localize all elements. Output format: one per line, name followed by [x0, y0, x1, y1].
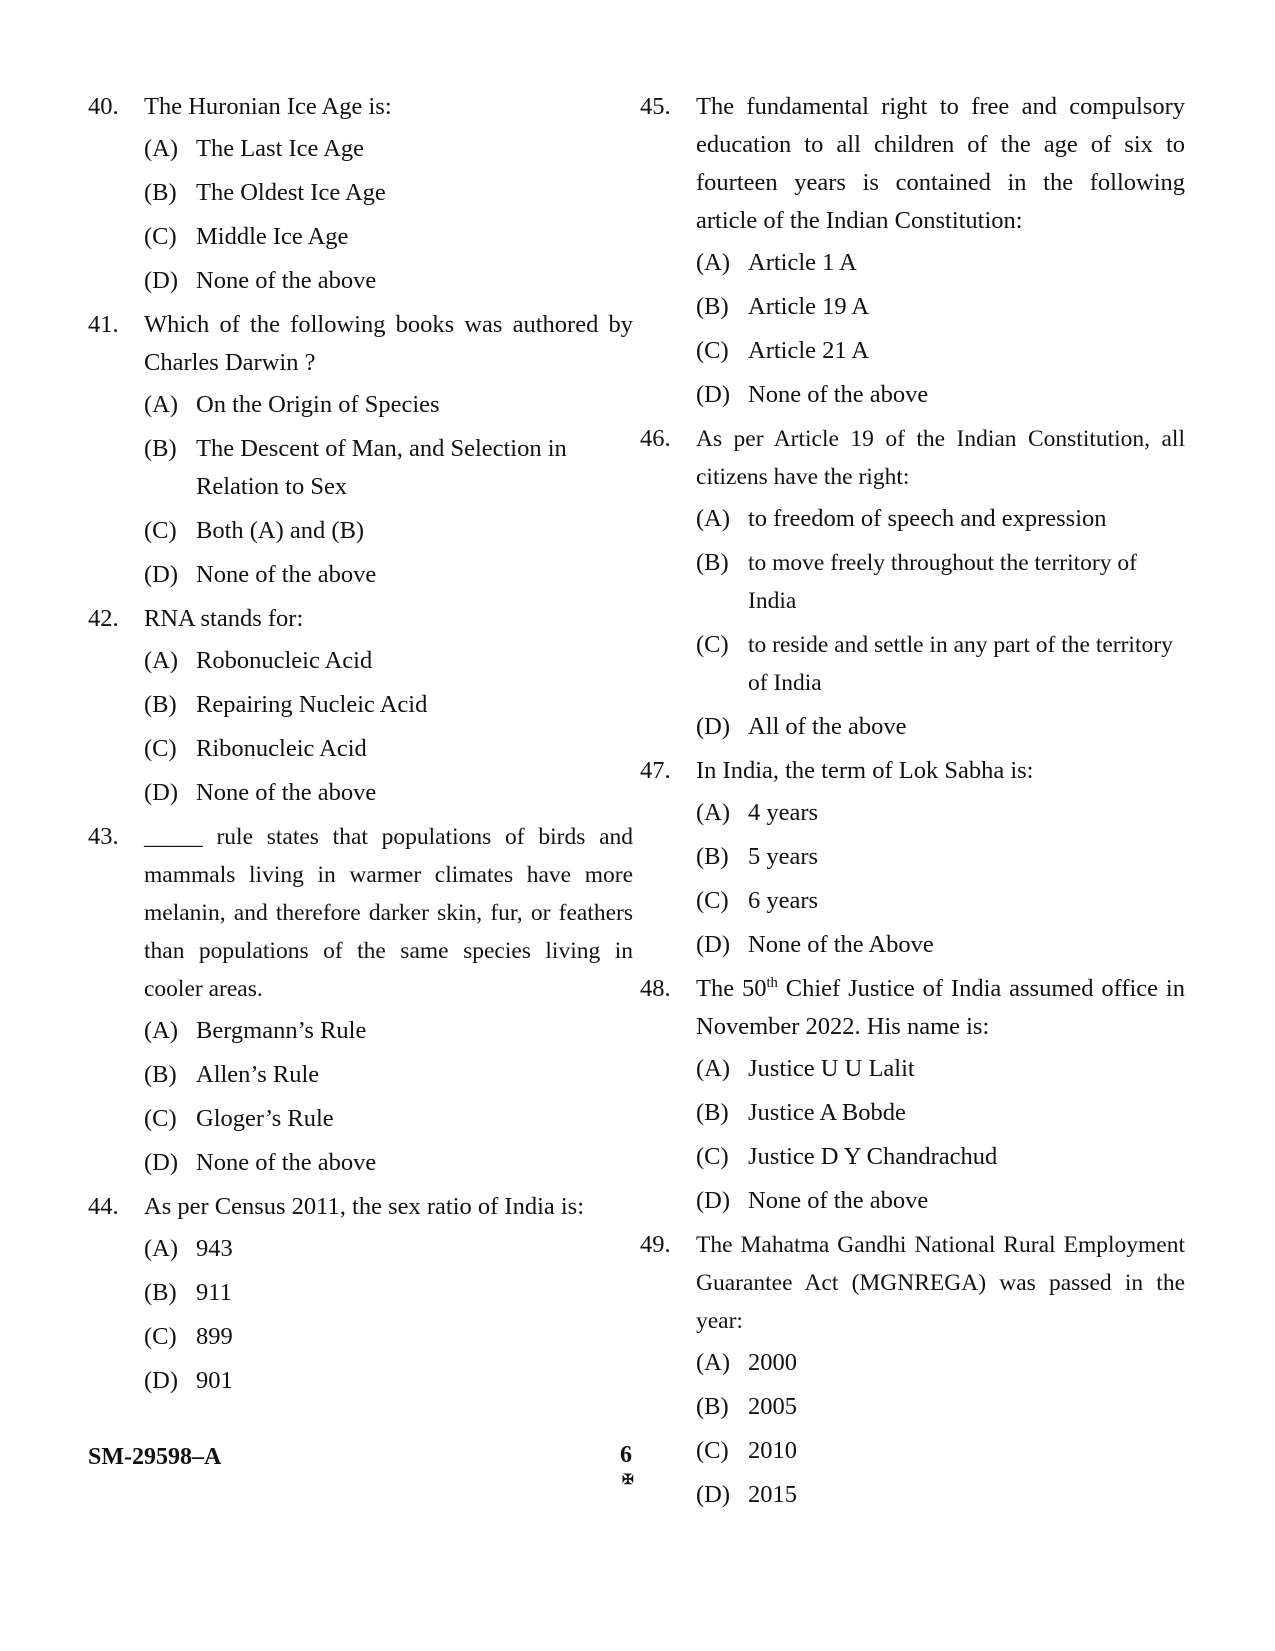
option-label: (A)	[144, 391, 179, 418]
question-text: The Mahatma Gandhi National Rural Employment Guarantee Act (MGNREGA) was passed in the year:	[696, 1232, 1185, 1334]
option-label: (A)	[144, 647, 179, 674]
option-text: 2010	[748, 1437, 797, 1464]
option-d	[144, 556, 633, 594]
option-label: (C)	[144, 1105, 177, 1132]
option-text: Allen’s Rule	[196, 1061, 320, 1088]
option-d	[144, 262, 633, 300]
option-text: None of the above	[748, 1187, 929, 1214]
option-d	[144, 1144, 633, 1182]
option-label: (B)	[696, 293, 729, 320]
option-c	[696, 1138, 1185, 1176]
option-label: (D)	[696, 1187, 731, 1214]
question-45	[640, 88, 1185, 414]
question-number: 47.	[640, 757, 671, 784]
option-text: Article 21 A	[748, 337, 870, 364]
option-label: (C)	[696, 1437, 729, 1464]
option-a	[144, 130, 633, 168]
question-text: As per Census 2011, the sex ratio of India is:	[144, 1193, 585, 1220]
question-text-before: The 50	[696, 975, 767, 1002]
question-number: 49.	[640, 1231, 671, 1258]
question-text-after: Chief Justice of India assumed office in November 2022. His name is:	[696, 975, 1185, 1040]
option-a	[144, 386, 633, 424]
option-b	[696, 1388, 1185, 1426]
option-text: 899	[196, 1323, 233, 1350]
option-b	[144, 1274, 633, 1312]
option-d	[144, 1362, 633, 1400]
option-a	[696, 500, 1185, 538]
question-47	[640, 752, 1185, 964]
option-label: (B)	[696, 843, 729, 870]
option-text: None of the Above	[748, 931, 934, 958]
option-text: Robonucleic Acid	[196, 647, 373, 674]
option-label: (A)	[696, 249, 731, 276]
question-text	[696, 970, 1185, 1046]
option-text: Justice U U Lalit	[748, 1055, 915, 1082]
option-text: Gloger’s Rule	[196, 1105, 334, 1132]
page-number: 6	[620, 1442, 632, 1468]
option-label: (D)	[144, 1149, 179, 1176]
maltese-cross-icon: ✠	[622, 1473, 634, 1488]
question-number: 41.	[88, 311, 119, 338]
option-text: Ribonucleic Acid	[196, 735, 367, 762]
option-label: (C)	[144, 735, 177, 762]
question-number: 44.	[88, 1193, 119, 1220]
option-label: (D)	[144, 1367, 179, 1394]
option-label: (D)	[144, 267, 179, 294]
option-text: All of the above	[748, 713, 907, 740]
option-d	[696, 376, 1185, 414]
option-a	[696, 794, 1185, 832]
option-text: None of the above	[196, 267, 377, 294]
option-d	[696, 1476, 1185, 1514]
option-label: (C)	[696, 337, 729, 364]
right-column	[640, 88, 1185, 1520]
question-number: 45.	[640, 93, 671, 120]
option-b	[144, 1056, 633, 1094]
question-text: The Huronian Ice Age is:	[144, 93, 392, 120]
option-label: (B)	[144, 1061, 177, 1088]
option-text: Article 19 A	[748, 293, 870, 320]
option-a	[696, 1050, 1185, 1088]
question-text: _____ rule states that populations of birds and mammals living in warmer climates have more melanin, and therefore darker skin, fur, or feathers than populations of the same species living in cooler areas.	[144, 824, 633, 1002]
option-b	[144, 174, 633, 212]
option-text: 2015	[748, 1481, 797, 1508]
option-label: (D)	[696, 713, 731, 740]
option-label: (A)	[144, 1235, 179, 1262]
option-label: (A)	[696, 799, 731, 826]
option-b	[696, 838, 1185, 876]
question-number: 48.	[640, 975, 671, 1002]
option-label: (C)	[696, 631, 729, 658]
question-number: 46.	[640, 425, 671, 452]
option-label: (B)	[144, 435, 177, 462]
option-label: (A)	[144, 1017, 179, 1044]
option-c	[144, 730, 633, 768]
option-label: (C)	[696, 1143, 729, 1170]
option-c	[696, 1432, 1185, 1470]
option-label: (D)	[696, 381, 731, 408]
question-42	[88, 600, 633, 812]
option-label: (B)	[144, 179, 177, 206]
option-label: (C)	[696, 887, 729, 914]
option-label: (B)	[144, 691, 177, 718]
option-text: Bergmann’s Rule	[196, 1017, 367, 1044]
option-a	[144, 642, 633, 680]
option-c	[696, 332, 1185, 370]
option-c	[696, 626, 1185, 702]
option-label: (B)	[696, 1393, 729, 1420]
option-text: 2000	[748, 1349, 797, 1376]
option-label: (B)	[696, 549, 729, 576]
option-d	[696, 708, 1185, 746]
option-label: (D)	[696, 1481, 731, 1508]
left-column	[88, 88, 633, 1406]
question-40	[88, 88, 633, 300]
option-a	[144, 1012, 633, 1050]
option-text: 2005	[748, 1393, 797, 1420]
option-text: The Oldest Ice Age	[196, 179, 386, 206]
option-text: Justice A Bobde	[748, 1099, 906, 1126]
question-49	[640, 1226, 1185, 1514]
question-46	[640, 420, 1185, 746]
option-text: Middle Ice Age	[196, 223, 349, 250]
option-text: Repairing Nucleic Acid	[196, 691, 428, 718]
question-43	[88, 818, 633, 1182]
option-c	[144, 1318, 633, 1356]
question-number: 43.	[88, 823, 119, 850]
option-label: (C)	[144, 1323, 177, 1350]
option-b	[144, 430, 633, 506]
option-text: 5 years	[748, 843, 819, 870]
question-text: In India, the term of Lok Sabha is:	[696, 757, 1034, 784]
option-text: 4 years	[748, 799, 819, 826]
option-text: 6 years	[748, 887, 819, 914]
option-label: (A)	[696, 1055, 731, 1082]
option-text: None of the above	[196, 561, 377, 588]
option-text: On the Origin of Species	[196, 391, 440, 418]
paper-code: SM-29598–A	[88, 1444, 222, 1470]
option-label: (C)	[144, 517, 177, 544]
option-c	[144, 218, 633, 256]
option-b	[144, 686, 633, 724]
option-label: (D)	[144, 561, 179, 588]
option-text: The Descent of Man, and Selection in Relation to Sex	[196, 435, 567, 500]
question-41	[88, 306, 633, 594]
option-text: to move freely throughout the territory of India	[748, 550, 1137, 614]
question-text: Which of the following books was authored by Charles Darwin ?	[144, 311, 633, 376]
option-a	[696, 244, 1185, 282]
option-label: (A)	[696, 505, 731, 532]
question-44	[88, 1188, 633, 1400]
option-text: None of the above	[196, 779, 377, 806]
option-text: Article 1 A	[748, 249, 857, 276]
option-label: (C)	[144, 223, 177, 250]
option-c	[696, 882, 1185, 920]
question-number: 42.	[88, 605, 119, 632]
question-number: 40.	[88, 93, 119, 120]
question-text: As per Article 19 of the Indian Constitution, all citizens have the right:	[696, 426, 1185, 490]
option-label: (A)	[696, 1349, 731, 1376]
option-text: 911	[196, 1279, 232, 1306]
option-label: (A)	[144, 135, 179, 162]
question-text: RNA stands for:	[144, 605, 304, 632]
option-b	[696, 1094, 1185, 1132]
option-text: The Last Ice Age	[196, 135, 365, 162]
option-c	[144, 512, 633, 550]
option-d	[696, 926, 1185, 964]
option-b	[696, 288, 1185, 326]
option-text: None of the above	[748, 381, 929, 408]
option-label: (D)	[696, 931, 731, 958]
option-d	[144, 774, 633, 812]
option-text: None of the above	[196, 1149, 377, 1176]
option-c	[144, 1100, 633, 1138]
question-text: The fundamental right to free and compulsory education to all children of the age of six to fourteen years is contained in the following article of the Indian Constitution:	[696, 93, 1185, 234]
option-a	[144, 1230, 633, 1268]
option-label: (D)	[144, 779, 179, 806]
option-text: to reside and settle in any part of the territory of India	[748, 632, 1173, 696]
option-a	[696, 1344, 1185, 1382]
option-label: (B)	[696, 1099, 729, 1126]
ordinal-suffix: th	[766, 974, 778, 991]
option-text: Justice D Y Chandrachud	[748, 1143, 998, 1170]
option-text: 943	[196, 1235, 233, 1262]
option-d	[696, 1182, 1185, 1220]
option-text: 901	[196, 1367, 233, 1394]
question-48	[640, 970, 1185, 1220]
option-label: (B)	[144, 1279, 177, 1306]
option-b	[696, 544, 1185, 620]
option-text: Both (A) and (B)	[196, 517, 365, 544]
option-text: to freedom of speech and expression	[748, 505, 1107, 532]
